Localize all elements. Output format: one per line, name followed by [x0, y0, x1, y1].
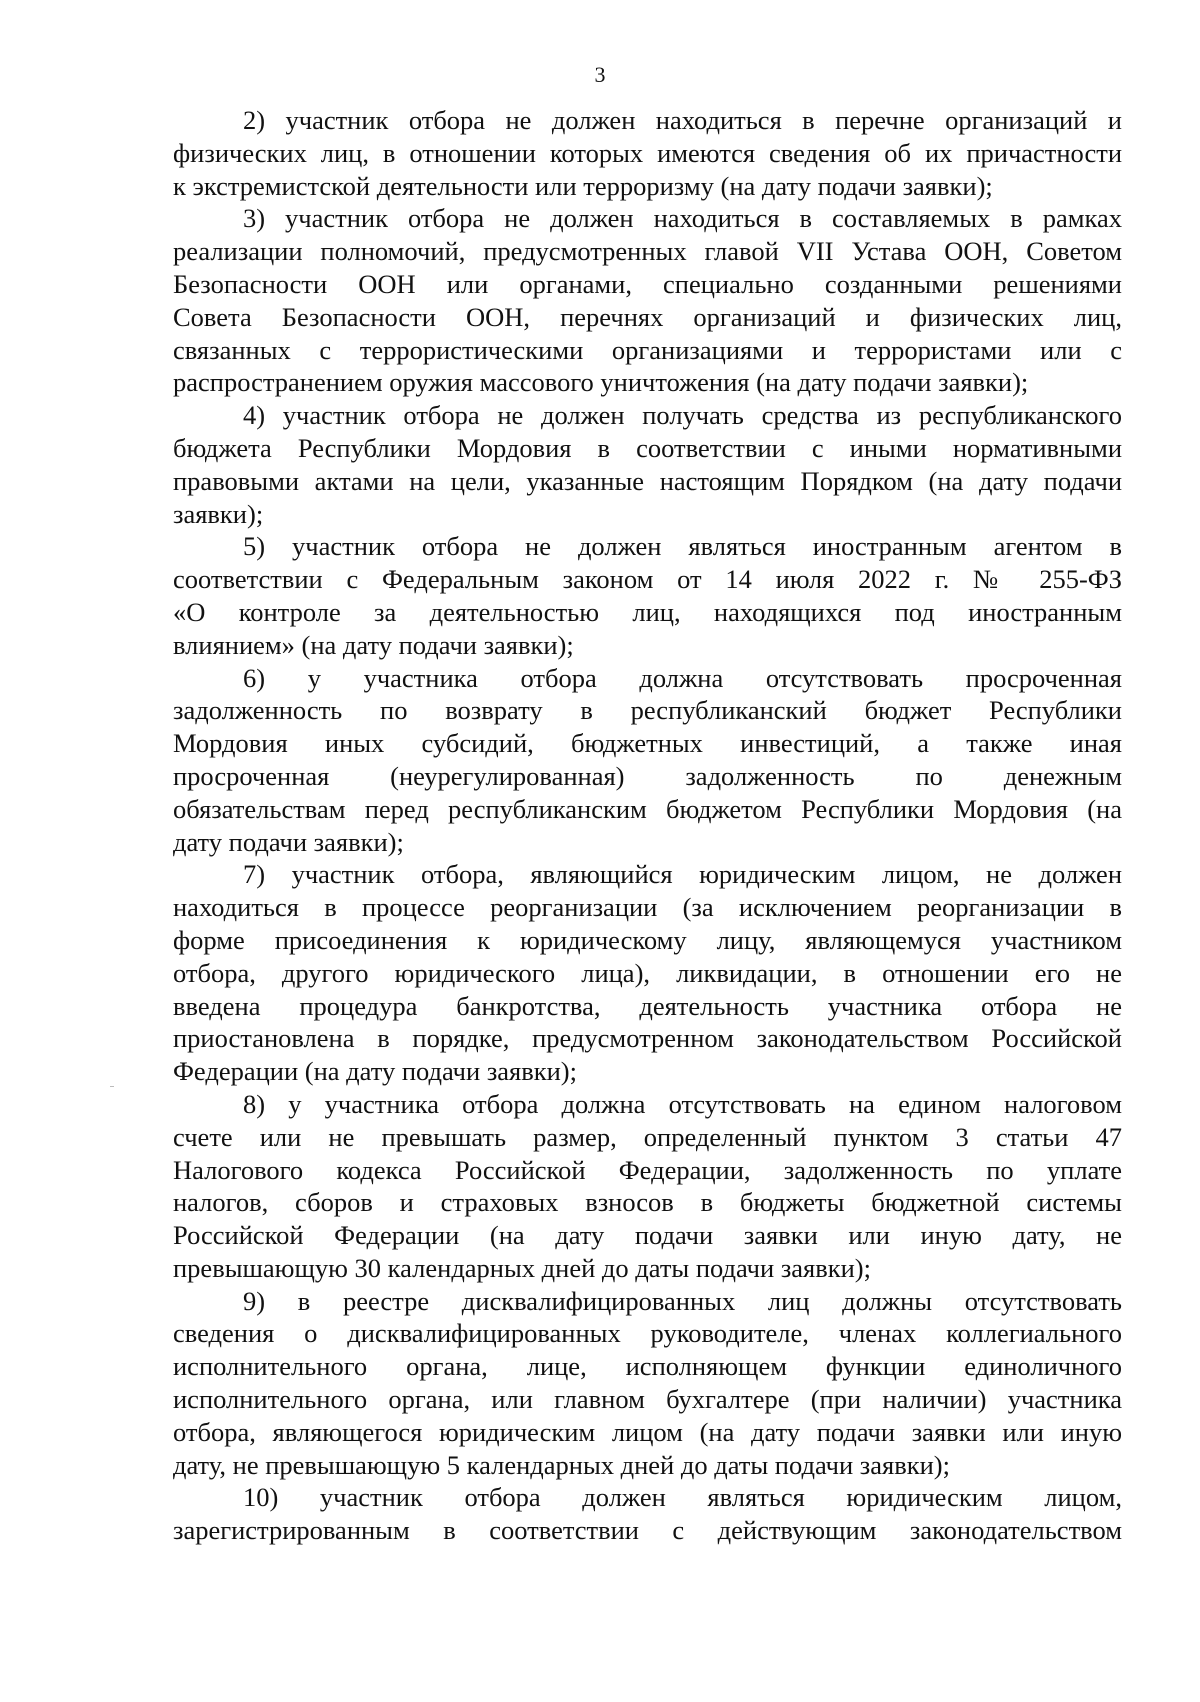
- text-line: распространением оружия массового уничтожения (на дату подачи заявки);: [173, 367, 1029, 398]
- text-line: сведения о дисквалифицированных руководителе, членах коллегиального: [173, 1318, 1122, 1349]
- document-body: [173, 104, 1122, 1547]
- text-line: 2) участник отбора не должен находиться в перечне организаций и: [243, 105, 1122, 135]
- text-line: введена процедура банкротства, деятельность участника отбора не: [173, 990, 1122, 1021]
- text-line: «О контроле за деятельностью лиц, находящихся под иностранным: [173, 596, 1122, 627]
- text-line: 7) участник отбора, являющийся юридическим лицом, не должен: [243, 859, 1122, 890]
- text-line: превышающую 30 календарных дней до даты подачи заявки);: [173, 1252, 871, 1283]
- paragraph-item-8: [173, 1285, 1122, 1482]
- text-line: правовыми актами на цели, указанные настоящим Порядком (на дату подачи: [173, 465, 1122, 496]
- text-line: исполнительного органа, лице, исполняющем функции единоличного: [173, 1351, 1122, 1382]
- text-line: 3) участник отбора не должен находиться в составляемых в рамках: [243, 203, 1122, 234]
- text-line: реализации полномочий, предусмотренных главой VII Устава ООН, Советом: [173, 236, 1122, 267]
- paragraph-item-5: [173, 662, 1122, 859]
- paragraph-item-2: [173, 202, 1122, 399]
- paragraph-item-6: [173, 858, 1122, 1088]
- text-line: обязательствам перед республиканским бюджетом Республики Мордовия (на: [173, 793, 1122, 824]
- scan-speck: [110, 1086, 114, 1087]
- paragraph-item-4: [173, 530, 1122, 661]
- text-line: отбора, являющегося юридическим лицом (на дату подачи заявки или иную: [173, 1416, 1122, 1447]
- text-line: задолженность по возврату в республиканский бюджет Республики: [173, 695, 1122, 726]
- paragraph-item-1: [173, 104, 1122, 202]
- text-line: 4) участник отбора не должен получать средства из республиканского: [243, 400, 1122, 431]
- text-line: отбора, другого юридического лица), ликвидации, в отношении его не: [173, 957, 1122, 988]
- text-line: влиянием» (на дату подачи заявки);: [173, 629, 574, 660]
- text-line: зарегистрированным в соответствии с действующим законодательством: [173, 1515, 1122, 1546]
- paragraph-item-7: [173, 1088, 1122, 1285]
- text-line: форме присоединения к юридическому лицу, являющемуся участником: [173, 924, 1122, 955]
- text-line: 5) участник отбора не должен являться иностранным агентом в: [243, 531, 1122, 562]
- text-line: налогов, сборов и страховых взносов в бюджеты бюджетной системы: [173, 1187, 1122, 1218]
- text-line: 8) у участника отбора должна отсутствовать на едином налоговом: [243, 1088, 1122, 1119]
- text-line: бюджета Республики Мордовия в соответствии с иными нормативными: [173, 432, 1122, 463]
- text-line: приостановлена в порядке, предусмотренном законодательством Российской: [173, 1023, 1122, 1054]
- paragraph-item-3: [173, 399, 1122, 530]
- text-line: дату, не превышающую 5 календарных дней до даты подачи заявки);: [173, 1449, 950, 1480]
- text-line: просроченная (неурегулированная) задолженность по денежным: [173, 760, 1122, 791]
- text-line: Мордовия иных субсидий, бюджетных инвестиций, а также иная: [173, 728, 1122, 759]
- text-line: 9) в реестре дисквалифицированных лиц должны отсутствовать: [243, 1285, 1122, 1316]
- text-line: Совета Безопасности ООН, перечнях организаций и физических лиц,: [173, 301, 1122, 332]
- text-line: 10) участник отбора должен являться юридическим лицом,: [243, 1482, 1122, 1513]
- page-number: 3: [594, 62, 606, 87]
- text-line: находиться в процессе реорганизации (за исключением реорганизации в: [173, 892, 1122, 923]
- text-line: счете или не превышать размер, определенный пунктом 3 статьи 47: [173, 1121, 1122, 1152]
- text-line: 6) у участника отбора должна отсутствовать просроченная: [243, 662, 1122, 693]
- text-line: заявки);: [173, 498, 264, 529]
- text-line: Безопасности ООН или органами, специально созданными решениями: [173, 268, 1122, 299]
- text-line: дату подачи заявки);: [173, 826, 404, 857]
- text-line: физических лиц, в отношении которых имеются сведения об их причастности: [173, 137, 1122, 168]
- paragraph-item-9: [173, 1481, 1122, 1547]
- text-line: связанных с террористическими организациями и террористами или с: [173, 334, 1122, 365]
- text-line: Налогового кодекса Российской Федерации, задолженность по уплате: [173, 1154, 1122, 1185]
- text-line: к экстремистской деятельности или терроризму (на дату подачи заявки);: [173, 170, 993, 201]
- text-line: Федерации (на дату подачи заявки);: [173, 1056, 577, 1087]
- text-line: Российской Федерации (на дату подачи заявки или иную дату, не: [173, 1220, 1122, 1251]
- text-line: исполнительного органа, или главном бухгалтере (при наличии) участника: [173, 1384, 1122, 1415]
- text-line: соответствии с Федеральным законом от 14 июля 2022 г. № 255-ФЗ: [173, 564, 1122, 595]
